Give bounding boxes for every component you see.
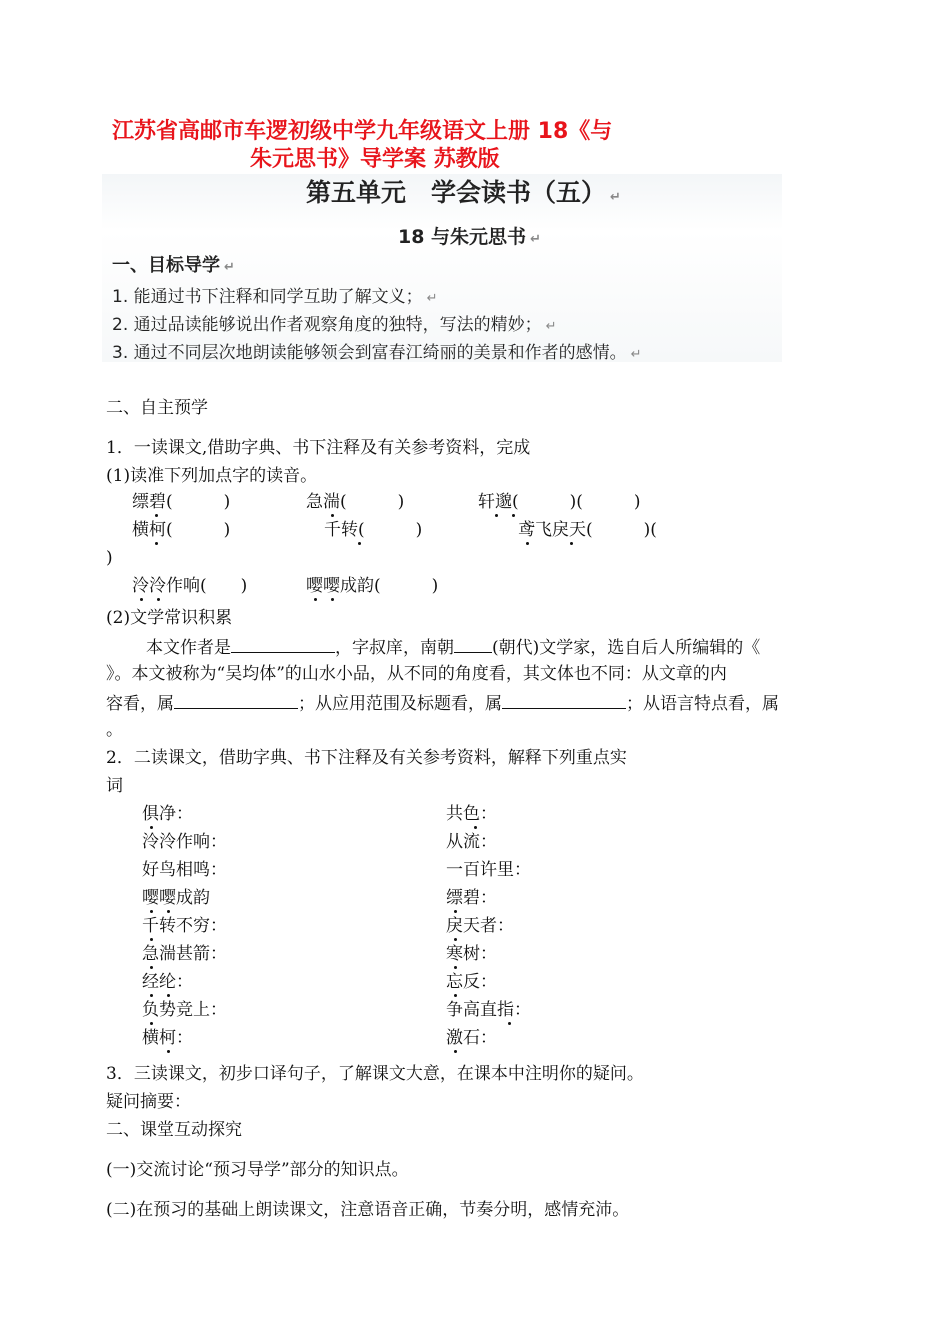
emphasis-dot	[331, 598, 334, 601]
emphasis-dot	[157, 598, 160, 601]
emphasis-dot	[454, 994, 457, 997]
emphasis-dot	[167, 910, 170, 913]
task-1: 1．一读课文,借助字典、书下注释及有关参考资料，完成	[106, 438, 531, 458]
emphasis-dot	[167, 1050, 170, 1053]
vocab-item: 共色：	[446, 804, 497, 824]
emphasis-dot	[314, 598, 317, 601]
answer-blank[interactable]	[174, 690, 298, 709]
inquiry-item: (二)在预习的基础上朗读课文，注意语音正确，节奏分明，感情充沛。	[106, 1200, 630, 1220]
emphasis-dot	[454, 1050, 457, 1053]
vocab-item: 寒树：	[446, 944, 497, 964]
doc-title-line1: 江苏省高邮市车逻初级中学九年级语文上册 18《与	[112, 119, 613, 144]
vocab-item: 经纶：	[142, 972, 193, 992]
section-heading-inquiry: 二、课堂互动探究	[106, 1120, 242, 1140]
vocab-item: 千转不穷：	[142, 916, 227, 936]
pronunciation-item: 缥碧( )	[132, 492, 231, 512]
emphasis-dot	[150, 994, 153, 997]
emphasis-dot	[358, 542, 361, 545]
emphasis-dot	[570, 542, 573, 545]
doubt-summary-label: 疑问摘要：	[106, 1092, 191, 1112]
task-2: 2．二读课文，借助字典、书下注释及有关参考资料，解释下列重点实	[106, 748, 627, 768]
answer-blank[interactable]	[231, 634, 335, 653]
emphasis-dot	[526, 542, 529, 545]
pronunciation-item: 鸢飞戾天( )(	[518, 520, 657, 540]
literature-line: 》。本文被称为“吴均体”的山水小品，从不同的角度看，其文体也不同：从文章的内	[106, 664, 727, 684]
pronunciation-item: 千转( )	[324, 520, 423, 540]
answer-blank[interactable]	[454, 634, 492, 653]
goal-item: 3. 通过不同层次地朗读能够领会到富春江绮丽的美景和作者的感情。 ↵	[112, 343, 642, 363]
emphasis-dot	[508, 1022, 511, 1025]
emphasis-dot	[454, 910, 457, 913]
vocab-item: 激石：	[446, 1028, 497, 1048]
subtask-pronunciation: (1)读准下列加点字的读音。	[106, 466, 318, 486]
emphasis-dot	[150, 938, 153, 941]
literature-line: 。	[106, 720, 123, 740]
emphasis-dot	[150, 910, 153, 913]
emphasis-dot	[512, 514, 515, 517]
vocab-item: 好鸟相鸣：	[142, 860, 227, 880]
literature-line: 本文作者是 ，字叔庠，南朝 (朝代)文学家，选自后人所编辑的《	[146, 634, 760, 660]
emphasis-dot	[495, 514, 498, 517]
task-3: 3．三读课文，初步口译句子，了解课文大意，在课本中注明你的疑问。	[106, 1064, 644, 1084]
emphasis-dot	[150, 826, 153, 829]
lesson-title: 18 与朱元思书 ↵	[398, 226, 541, 248]
vocab-item: 横柯：	[142, 1028, 193, 1048]
doc-title-line2: 朱元思书》导学案 苏教版	[250, 147, 500, 172]
vocab-item: 缥碧：	[446, 888, 497, 908]
vocab-item: 泠泠作响：	[142, 832, 227, 852]
goal-item: 1. 能通过书下注释和同学互助了解文义； ↵	[112, 287, 438, 307]
vocab-item: 急湍甚箭：	[142, 944, 227, 964]
emphasis-dot	[474, 826, 477, 829]
emphasis-dot	[150, 1022, 153, 1025]
vocab-item: 俱净：	[142, 804, 193, 824]
pronunciation-item: 嘤嘤成韵( )	[306, 576, 439, 596]
pronunciation-item: 横柯( )	[132, 520, 231, 540]
literature-line: 容看，属 ；从应用范围及标题看，属 ；从语言特点看，属	[106, 690, 779, 716]
pronunciation-item: 轩邈( )( )	[478, 492, 641, 512]
emphasis-dot	[140, 598, 143, 601]
emphasis-dot	[167, 994, 170, 997]
goal-section-title: 一、目标导学 ↵	[112, 255, 235, 276]
pronunciation-item: 泠泠作响( )	[132, 576, 248, 596]
vocab-item: 争高直指：	[446, 1000, 531, 1020]
emphasis-dot	[454, 938, 457, 941]
unit-title: 第五单元 学会读书（五） ↵	[306, 178, 621, 207]
vocab-item: 从流：	[446, 832, 497, 852]
emphasis-dot	[331, 514, 334, 517]
answer-blank[interactable]	[502, 690, 626, 709]
vocab-item: 嘤嘤成韵	[142, 888, 210, 908]
emphasis-dot	[150, 966, 153, 969]
goal-item: 2. 通过品读能够说出作者观察角度的独特，写法的精妙； ↵	[112, 315, 557, 335]
emphasis-dot	[155, 542, 158, 545]
emphasis-dot	[454, 966, 457, 969]
task-2-cont: 词	[106, 776, 123, 796]
emphasis-dot	[155, 514, 158, 517]
inquiry-item: (一)交流讨论“预习导学”部分的知识点。	[106, 1160, 409, 1180]
pronunciation-item-tail: )	[106, 548, 113, 568]
pronunciation-item: 急湍( )	[306, 492, 405, 512]
vocab-item: 一百许里：	[446, 860, 531, 880]
vocab-item: 戾天者：	[446, 916, 514, 936]
subtask-literature: (2)文学常识积累	[106, 608, 233, 628]
vocab-item: 负势竞上：	[142, 1000, 227, 1020]
vocab-item: 忘反：	[446, 972, 497, 992]
section-heading-preview: 二、自主预学	[106, 398, 208, 418]
